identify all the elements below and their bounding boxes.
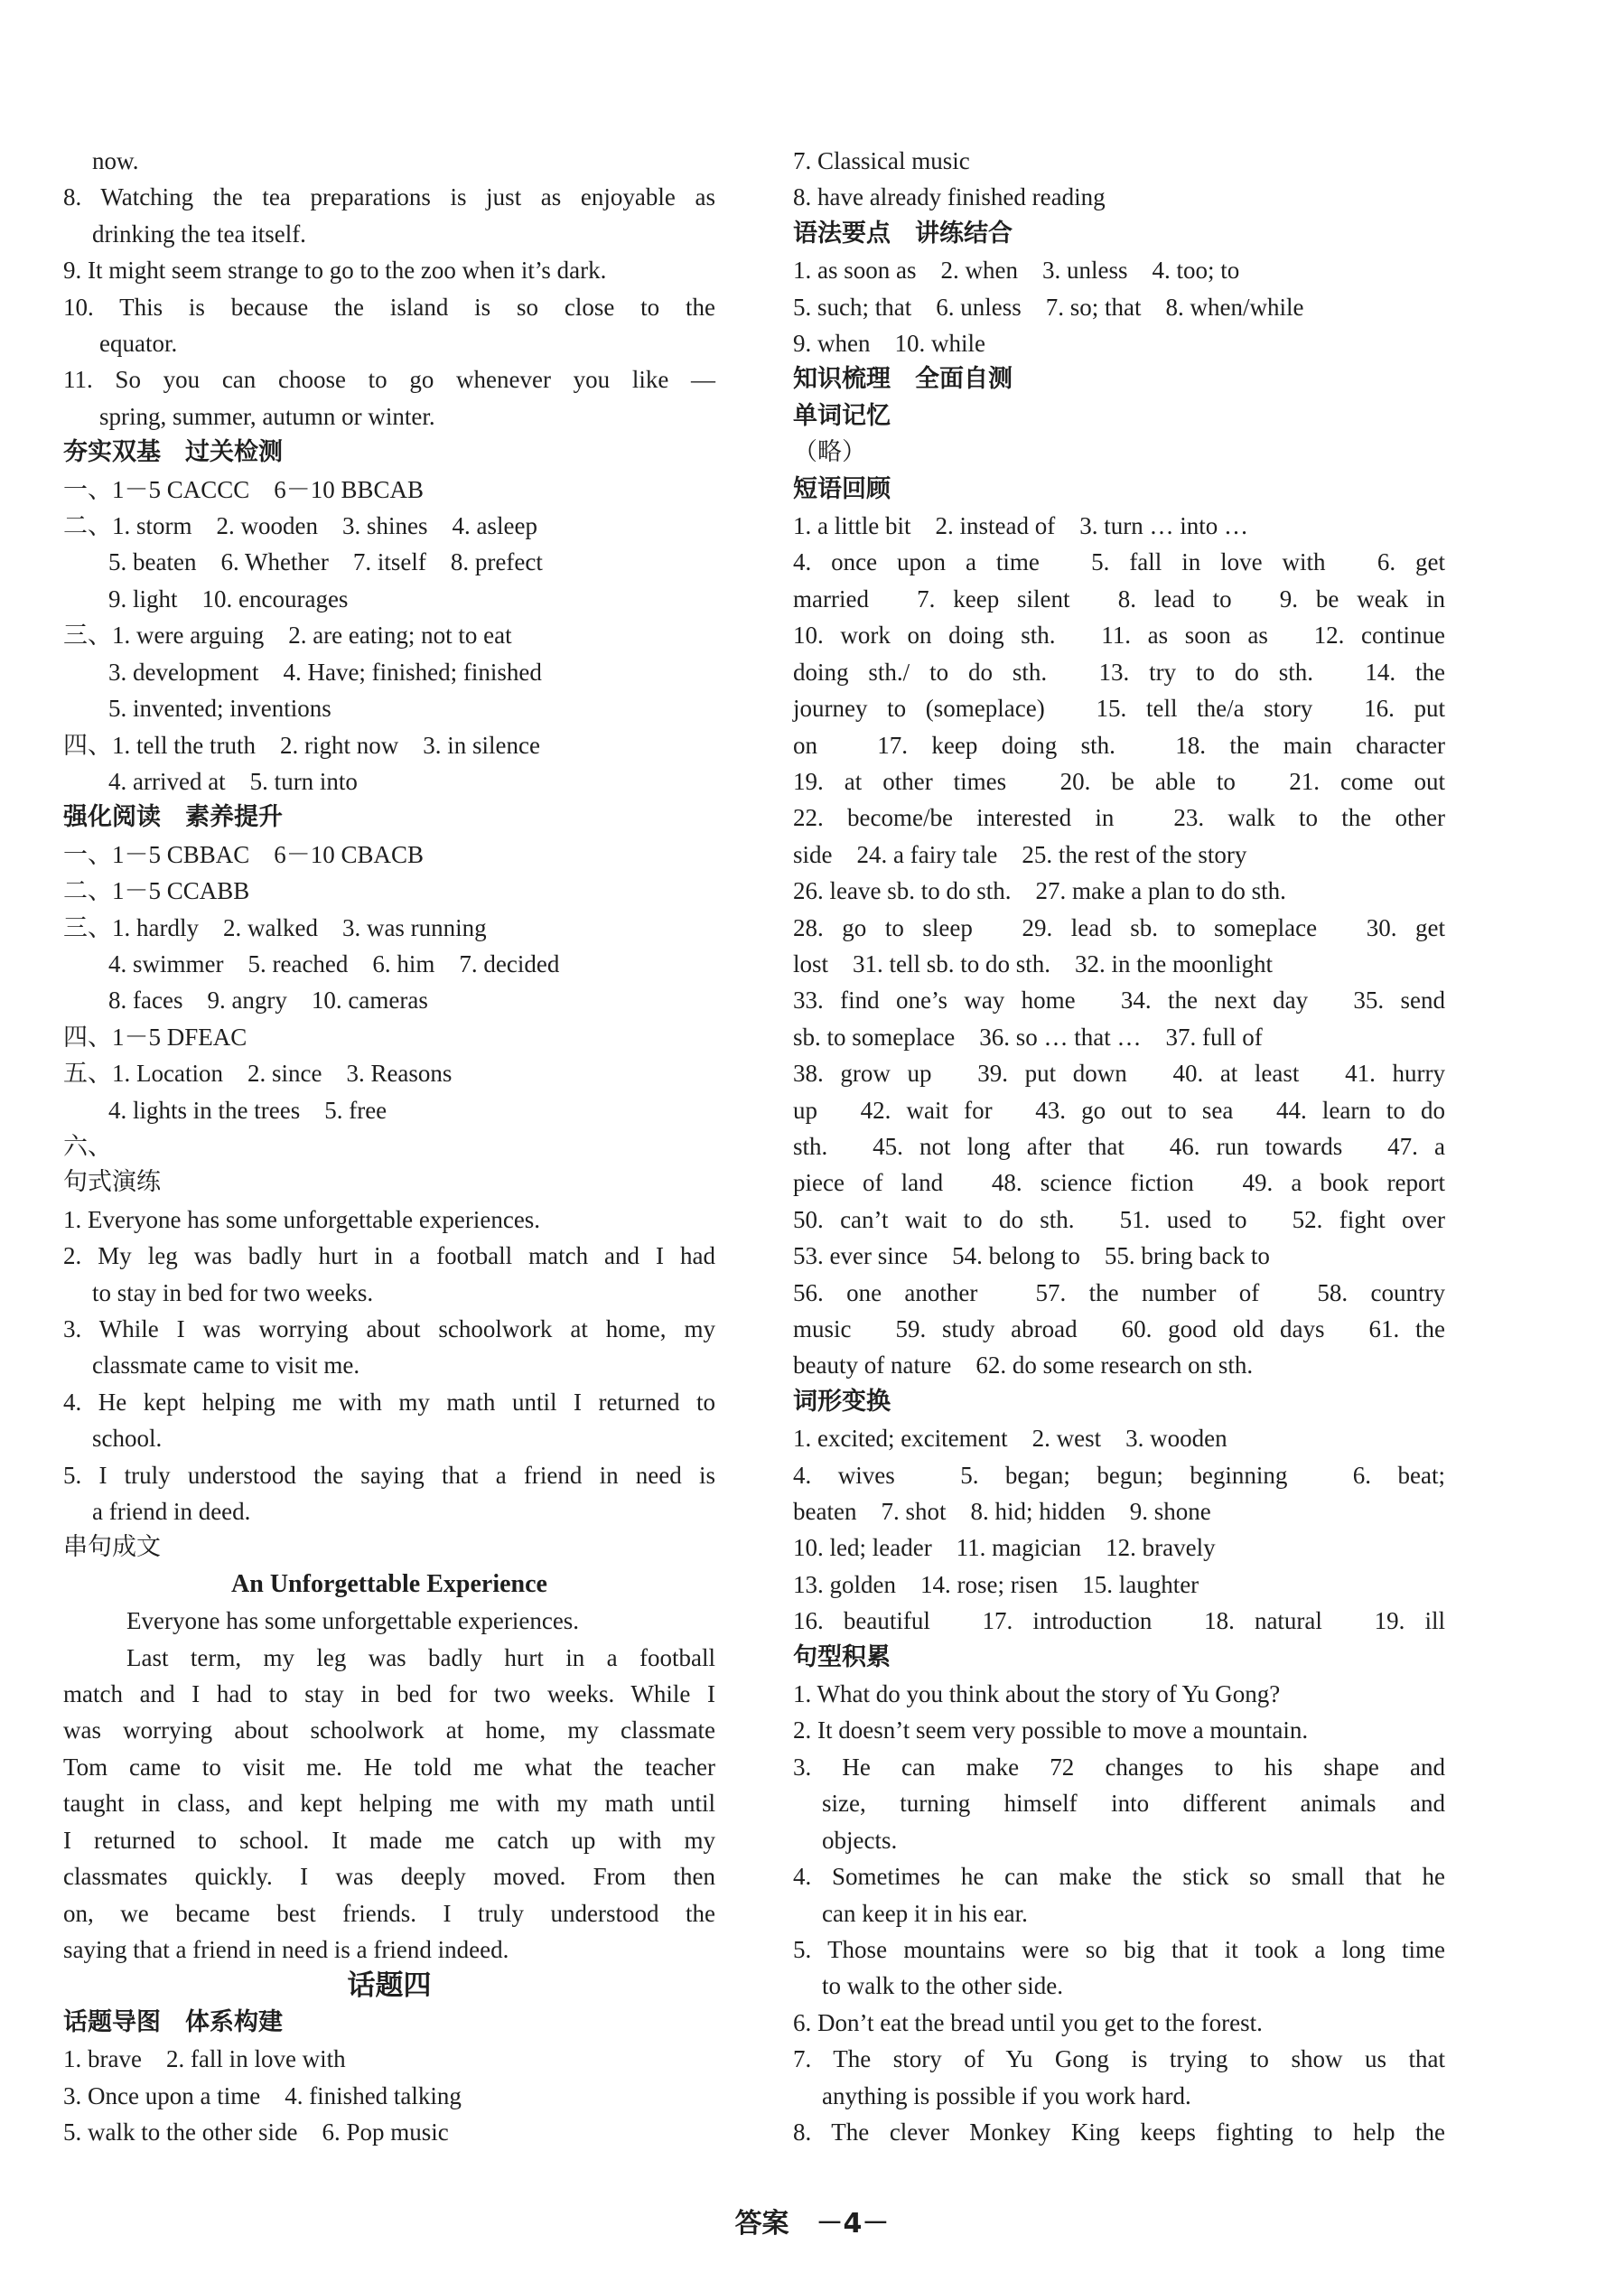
- right-line: 10. led; leader 11. magician 12. bravely: [793, 1534, 1216, 1562]
- right-line: 8. have already finished reading: [793, 183, 1106, 211]
- left-line: 三、1. were arguing 2. are eating; not to eat: [63, 622, 512, 650]
- left-line: 四、1－5 DFEAC: [63, 1023, 247, 1051]
- left-line: 8. faces 9. angry 10. cameras: [108, 987, 428, 1015]
- left-line: classmates quickly. I was deeply moved. From then: [63, 1863, 715, 1891]
- left-line: classmate came to visit me.: [92, 1351, 360, 1379]
- right-line: 56. one another 57. the number of 58. country: [793, 1278, 1445, 1306]
- left-line: Everyone has some unforgettable experiences.: [126, 1607, 580, 1635]
- right-line: journey to (someplace) 15. tell the/a story 16. put: [793, 695, 1445, 723]
- left-line: was worrying about schoolwork at home, my classmate: [63, 1716, 715, 1744]
- right-line: 3. He can make 72 changes to his shape and: [793, 1753, 1445, 1781]
- right-line: 7. Classical music: [793, 147, 970, 174]
- right-line: objects.: [822, 1826, 898, 1854]
- right-line: music 59. study abroad 60. good old days 61. the: [793, 1315, 1445, 1342]
- right-line: 1. What do you think about the story of Yu Gong?: [793, 1680, 1281, 1708]
- right-line: anything is possible if you work hard.: [822, 2081, 1191, 2109]
- right-line: 22. become/be interested in 23. walk to the other: [793, 804, 1445, 832]
- left-line: 3. While I was worrying about schoolwork at home, my: [63, 1315, 715, 1342]
- left-line: 9. light 10. encourages: [108, 585, 349, 613]
- left-line: taught in class, and kept helping me with my math until: [63, 1790, 715, 1818]
- right-line: 13. golden 14. rose; risen 15. laughter: [793, 1570, 1199, 1598]
- right-line: 8. The clever Monkey King keeps fighting to help the: [793, 2118, 1445, 2146]
- right-line: side 24. a fairy tale 25. the rest of the story: [793, 840, 1247, 868]
- right-line: up 42. wait for 43. go out to sea 44. learn to do: [793, 1096, 1445, 1124]
- left-line: 六、: [63, 1132, 112, 1160]
- left-line: 1. Everyone has some unforgettable experiences.: [63, 1205, 541, 1233]
- right-line: 7. The story of Yu Gong is trying to show us that: [793, 2045, 1445, 2073]
- left-line: 9. It might seem strange to go to the zoo when it’s dark.: [63, 257, 607, 285]
- left-line: An Unforgettable Experience: [231, 1569, 547, 1598]
- left-line: Last term, my leg was badly hurt in a football: [126, 1643, 715, 1671]
- left-line: drinking the tea itself.: [92, 220, 306, 248]
- right-line: 语法要点 讲练结合: [793, 219, 1013, 248]
- right-line: married 7. keep silent 8. lead to 9. be weak in: [793, 585, 1445, 613]
- right-line: 4. once upon a time 5. fall in love with 6. get: [793, 548, 1445, 576]
- right-line: 38. grow up 39. put down 40. at least 41. hurry: [793, 1060, 1445, 1088]
- left-line: 10. This is because the island is so close to the: [63, 293, 715, 321]
- right-line: sth. 45. not long after that 46. run towards 47. a: [793, 1132, 1445, 1160]
- left-line: Tom came to visit me. He told me what the teacher: [63, 1753, 715, 1781]
- left-line: 五、1. Location 2. since 3. Reasons: [63, 1060, 453, 1088]
- page-footer: 答案 －4－: [734, 2208, 890, 2240]
- right-line: （略）: [793, 438, 866, 467]
- right-line: 9. when 10. while: [793, 330, 985, 358]
- right-line: 53. ever since 54. belong to 55. bring back to: [793, 1242, 1270, 1270]
- right-line: 单词记忆: [793, 401, 891, 430]
- left-line: 3. Once upon a time 4. finished talking: [63, 2081, 462, 2109]
- right-line: 5. Those mountains were so big that it took a long time: [793, 1935, 1445, 1963]
- left-line: 5. beaten 6. Whether 7. itself 8. prefect: [108, 548, 543, 576]
- left-line: 4. arrived at 5. turn into: [108, 767, 358, 795]
- right-line: 33. find one’s way home 34. the next day 35. send: [793, 987, 1445, 1015]
- left-line: 11. So you can choose to go whenever you like —: [63, 366, 715, 394]
- right-line: 4. Sometimes he can make the stick so small that he: [793, 1863, 1445, 1891]
- right-line: beaten 7. shot 8. hid; hidden 9. shone: [793, 1498, 1211, 1526]
- left-line: now.: [92, 147, 139, 174]
- left-line: 二、1－5 CCABB: [63, 877, 250, 905]
- right-line: 6. Don’t eat the bread until you get to the forest.: [793, 2008, 1263, 2036]
- left-line: 1. brave 2. fall in love with: [63, 2045, 346, 2073]
- left-column: [63, 143, 715, 2150]
- left-line: 一、1－5 CACCC 6－10 BBCAB: [63, 475, 425, 503]
- right-line: beauty of nature 62. do some research on sth.: [793, 1351, 1254, 1379]
- right-line: 10. work on doing sth. 11. as soon as 12. continue: [793, 622, 1445, 650]
- left-line: 4. lights in the trees 5. free: [108, 1096, 387, 1124]
- left-line: 4. He kept helping me with my math until I returned to: [63, 1388, 715, 1416]
- right-line: 1. excited; excitement 2. west 3. wooden: [793, 1425, 1227, 1453]
- right-line: 知识梳理 全面自测: [793, 365, 1013, 394]
- right-line: 句型积累: [793, 1642, 891, 1671]
- right-line: 词形变换: [793, 1387, 891, 1416]
- right-line: to walk to the other side.: [822, 1972, 1063, 2000]
- right-line: piece of land 48. science fiction 49. a book report: [793, 1169, 1445, 1197]
- left-line: 话题四: [347, 1969, 432, 2003]
- right-column: [793, 143, 1445, 2150]
- right-line: 26. leave sb. to do sth. 27. make a plan to do sth.: [793, 877, 1286, 905]
- left-line: 话题导图 体系构建: [63, 2007, 283, 2036]
- right-line: 19. at other times 20. be able to 21. come out: [793, 767, 1445, 795]
- left-line: school.: [92, 1425, 163, 1453]
- left-line: 强化阅读 素养提升: [63, 803, 283, 832]
- right-line: 5. such; that 6. unless 7. so; that 8. when/while: [793, 293, 1304, 321]
- left-line: 四、1. tell the truth 2. right now 3. in silence: [63, 731, 540, 759]
- left-line: a friend in deed.: [92, 1498, 251, 1526]
- right-line: can keep it in his ear.: [822, 1899, 1028, 1927]
- right-line: 4. wives 5. began; begun; beginning 6. beat;: [793, 1461, 1445, 1489]
- right-line: 1. as soon as 2. when 3. unless 4. too; to: [793, 257, 1240, 285]
- right-line: on 17. keep doing sth. 18. the main character: [793, 731, 1445, 759]
- left-line: on, we became best friends. I truly understood the: [63, 1899, 715, 1927]
- left-line: 三、1. hardly 2. walked 3. was running: [63, 913, 487, 941]
- right-line: 短语回顾: [793, 474, 891, 503]
- right-line: size, turning himself into different animals and: [822, 1790, 1445, 1818]
- right-line: 1. a little bit 2. instead of 3. turn … into …: [793, 512, 1248, 540]
- right-line: sb. to someplace 36. so … that … 37. full of: [793, 1023, 1263, 1051]
- left-line: 5. walk to the other side 6. Pop music: [63, 2118, 449, 2146]
- left-line: saying that a friend in need is a friend indeed.: [63, 1935, 509, 1963]
- left-line: 4. swimmer 5. reached 6. him 7. decided: [108, 949, 560, 977]
- left-line: to stay in bed for two weeks.: [92, 1278, 374, 1306]
- left-line: 5. I truly understood the saying that a friend in need is: [63, 1461, 715, 1489]
- left-line: match and I had to stay in bed for two weeks. While I: [63, 1680, 715, 1708]
- left-line: 3. development 4. Have; finished; finished: [108, 658, 542, 686]
- left-line: 8. Watching the tea preparations is just as enjoyable as: [63, 183, 715, 211]
- left-line: 2. My leg was badly hurt in a football match and I had: [63, 1242, 715, 1270]
- left-line: 一、1－5 CBBAC 6－10 CBACB: [63, 840, 425, 868]
- left-line: 夯实双基 过关检测: [63, 438, 283, 467]
- right-line: 28. go to sleep 29. lead sb. to someplace 30. get: [793, 913, 1445, 941]
- left-line: spring, summer, autumn or winter.: [99, 402, 435, 430]
- left-line: 句式演练: [63, 1168, 161, 1197]
- right-line: doing sth./ to do sth. 13. try to do sth. 14. the: [793, 658, 1445, 686]
- left-line: 串句成文: [63, 1533, 161, 1562]
- left-line: 二、1. storm 2. wooden 3. shines 4. asleep: [63, 512, 537, 540]
- right-line: 50. can’t wait to do sth. 51. used to 52. fight over: [793, 1205, 1445, 1233]
- left-line: I returned to school. It made me catch up with my: [63, 1826, 715, 1854]
- right-line: 2. It doesn’t seem very possible to move a mountain.: [793, 1716, 1309, 1744]
- right-line: 16. beautiful 17. introduction 18. natural 19. ill: [793, 1607, 1445, 1635]
- left-line: 5. invented; inventions: [108, 695, 331, 723]
- right-line: lost 31. tell sb. to do sth. 32. in the moonlight: [793, 949, 1274, 977]
- left-line: equator.: [99, 330, 178, 358]
